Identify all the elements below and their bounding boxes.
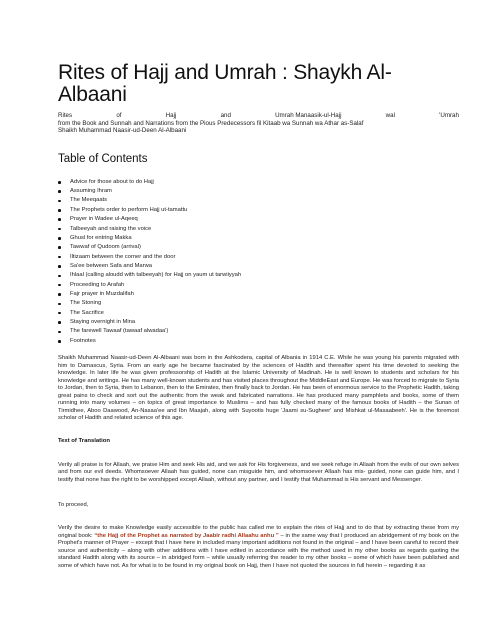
subtitle-word: Umrah Manaasik-ul-Hajj (275, 112, 342, 119)
toc-item[interactable]: The Sacrifice (70, 309, 459, 318)
toc-item[interactable]: Proceeding to Arafah (70, 281, 459, 290)
subtitle-word: Rites (58, 112, 73, 119)
toc-item[interactable]: Advice for those about to do Hajj (70, 178, 459, 187)
translation-heading: Text of Translation (58, 437, 110, 444)
paragraph-text: Verily the desire to make Knowledge easily accessible to the public has called me to explain the rites of Hajj and to do that by extracting these from my original book: (58, 525, 459, 539)
body-paragraph-1: Verily all praise is for Allaah, we praise Him and seek His aid, and we ask for His forgiveness, and we seek refuge in Allaah from the evils of our own selves and from our evil deeds. Whomsoever Allaah has guided, none can misguide him, and whomsoever Allaah has mis- guided, none can guide him, and I testify that none has the right to be worshipped except Allaah, without any partner, and I testify that Muhammad is His servant and Messenger. (58, 461, 459, 483)
document-title: Rites of Hajj and Umrah : Shaykh Al-Albaani (58, 61, 392, 106)
toc-item[interactable]: Tawwaf of Qudoom (arrival) (70, 243, 459, 252)
toc-item[interactable]: Assuming Ihram (70, 187, 459, 196)
toc-item[interactable]: Staying overnight in Mina (70, 318, 459, 327)
toc-item[interactable]: Ihlaal (calling aloudd with talbeeyah) for Hajj on yaum ut tarwiiyyah (70, 271, 459, 280)
toc-item[interactable]: Footnotes (70, 337, 459, 346)
subtitle-word: wal (385, 112, 395, 119)
toc-item[interactable]: The farewell Tawaaf (tawaaf alwadaa') (70, 327, 459, 336)
toc-item[interactable]: Prayer in Wadee ul-Aqeeq (70, 215, 459, 224)
toc-item[interactable]: Ghusl for entring Makka (70, 234, 459, 243)
toc-item[interactable]: The Stoning (70, 299, 459, 308)
author-bio-paragraph: Shaikh Muhammad Naasir-ud-Deen Al-Albaani was born in the Ashkodera, capital of Albania in 1914 C.E. While he was young his parents migrated with him to Damascus, Syria. From an early age he became fascinated by the sciences of Hadith and thereafter spent his time devoted to seeking the knowledge. In later life he was given professorship of Hadith at the Islamic University of Madinah. He is well known to students and scholars for his knowledge and writings. He has many well-known students and has visited places throughout the MiddleEast and Europe. He was forced to migrate to Syria to Jordan, then to Syria, then to Lebanon, then to the Emirates, then finally back to Jordan. He has been of enormous service to the Prophetic Hadith, taking great pains to check and sort out the authentic from the weak and fabricated narrations. He has produced many pamphlets and books, some of them running into many volumes – on topics of great importance to Muslims – and has fully checked many of the famous books of Hadith – the Sunan of Tirmidhee, Aboo Daawood, An-Nasaa'ee and Ibn Maajah, along with Suyootis huge 'Jaami su-Sugheer' and Mishkat ul-Masaabeeh'. He is the foremost scholar of Hadith and related science of this age. (58, 354, 459, 422)
body-paragraph-2: To proceed, (58, 501, 89, 508)
subtitle-line1 (58, 112, 459, 120)
toc-item[interactable]: Talbeeyah and raising the voice (70, 225, 459, 234)
toc-list (58, 178, 459, 346)
subtitle-word: 'Umrah (439, 112, 459, 119)
body-paragraph-3 (58, 525, 459, 570)
toc-item[interactable]: The Meeqaats (70, 196, 459, 205)
toc-item[interactable]: Iltizaam between the corner and the door (70, 253, 459, 262)
toc-heading: Table of Contents (58, 152, 148, 165)
subtitle-block (58, 112, 459, 135)
subtitle-word: Hajj (165, 112, 177, 119)
highlighted-book-title: “the Hajj of the Prophet as narrated by Jaabir radhi Allaahu anhu ” (94, 532, 279, 539)
toc-item[interactable]: Sa'ee between Safa and Marwa (70, 262, 459, 271)
paragraph-text: – in the same way that I produced an abridgement of my book on the Prophet's manner of Prayer – except that I have here in included many important additions not found in the original – and I have been careful to record their source and authenticity – along with other additions with I have edited in accordance with the method used in my other books as regards quoting the standard Hadith along with its source – in abridged form – while usually referring the reader to my other books – some of which have been published and some of which have not. As for what is to be found in my original book on Hajj, then I have not quoted the sources in full herein – regarding it as (58, 532, 460, 569)
toc-item[interactable]: The Prophets order to perform Hajj ut-tamattu (70, 206, 459, 215)
subtitle-line2: from the Book and Sunnah and Narrations from the Pious Predecessors fil Kitaab wa Sunnah wa Athar as-Salaf (58, 119, 364, 127)
toc-item[interactable]: Fajr prayer in Muzdalifah (70, 290, 459, 299)
subtitle-word: and (220, 112, 231, 119)
subtitle-word: of (116, 112, 122, 119)
subtitle-line3: Shaikh Muhammad Naasir-ud-Deen Al-Albaani (58, 127, 187, 135)
